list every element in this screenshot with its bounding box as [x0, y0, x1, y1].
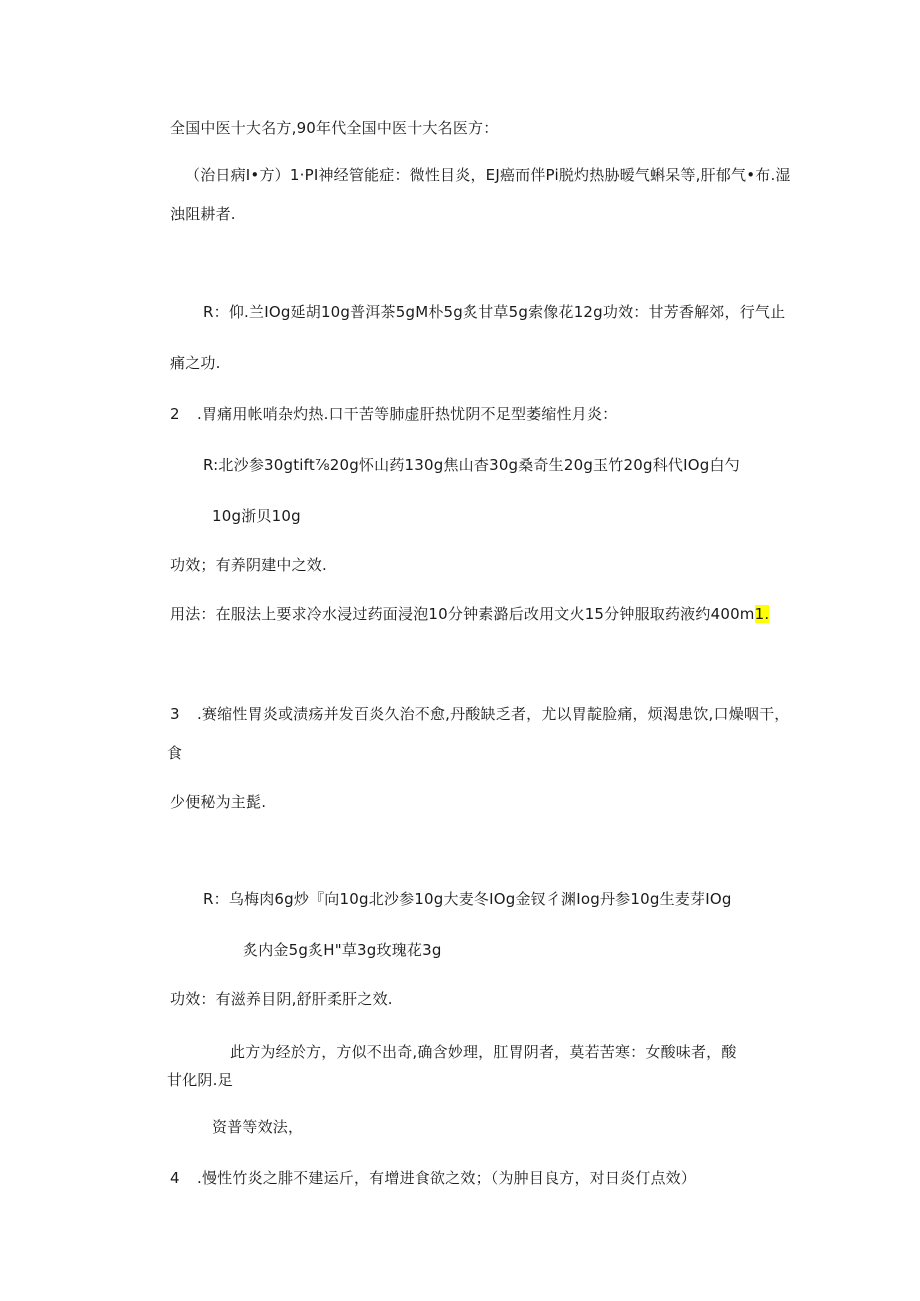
effect-2: 功效；有养阴建中之效. [170, 556, 327, 574]
item-3-text: .赛缩性胃炎或渍疡并发百炎久治不愈,丹酸缺乏者，尤以胃靛脸痛，烦渴患饮,口燥咽干， [197, 705, 790, 723]
item-3-number: 3 [170, 705, 180, 723]
prescription-2-line-2: 10g浙贝10g [212, 507, 301, 525]
usage-text: 用法：在服法上要求冷水浸过药面浸泡10分钟素潞后改用文火15分钟服取药液约400m [170, 605, 755, 623]
note-line-1: 此方为经於方，方似不出奇,确含妙理，肛胃阴者，莫若苦寒：女酸味者，酸 [230, 1043, 737, 1061]
paragraph-1-line-2: 浊阻耕者. [170, 205, 236, 223]
prescription-1-line-2: 痛之功. [170, 354, 221, 372]
prescription-1-line-1: R：仰.兰IOg延胡10g普洱茶5gM朴5g炙甘草5g索像花12g功效：甘芳香解郊，行气止 [203, 303, 786, 321]
item-3-line-3: 少便秘为主髭. [170, 793, 267, 811]
usage-line [170, 604, 769, 624]
item-3-continuation: 食 [167, 744, 183, 762]
effect-3: 功效：有滋养目阴,舒肝柔肝之效. [170, 990, 393, 1008]
item-4-number: 4 [170, 1169, 180, 1187]
note-line-2: 甘化阴.足 [167, 1071, 233, 1089]
prescription-3-line-2: 炙内金5g炙H"草3g玫瑰花3g [243, 941, 442, 959]
prescription-3-line-1: R：乌梅肉6g炒『向10g北沙参10g大麦冬IOg金钗彳渊Iog丹参10g生麦芽IOg [203, 890, 732, 908]
item-4-text: .慢性竹炎之腓不建运斤，有增进食欲之效；（为肿目良方，对日炎仃点效） [197, 1169, 697, 1187]
document-heading: 全国中医十大名方,90年代全国中医十大名医方： [170, 119, 499, 137]
paragraph-1-line-1: （治日病I•方）1·PI神经管能症：微性目炎，EJ癌而伴Pi脱灼热胁暧气蝌呆等,肝郁气•布.湿 [185, 166, 791, 184]
usage-highlight: 1. [754, 605, 770, 623]
item-2-text: .胃痛用帐哨杂灼热.口干苦等肺虚肝热忧阴不足型萎缩性月炎： [197, 405, 618, 423]
item-2-number: 2 [170, 405, 180, 423]
prescription-2-line-1: R:北沙参30gtift⅞20g怀山药130g焦山杳30g桑奇生20g玉竹20g科代IOg白勺 [203, 456, 740, 474]
note-line-3: 资普等效法， [212, 1118, 304, 1136]
